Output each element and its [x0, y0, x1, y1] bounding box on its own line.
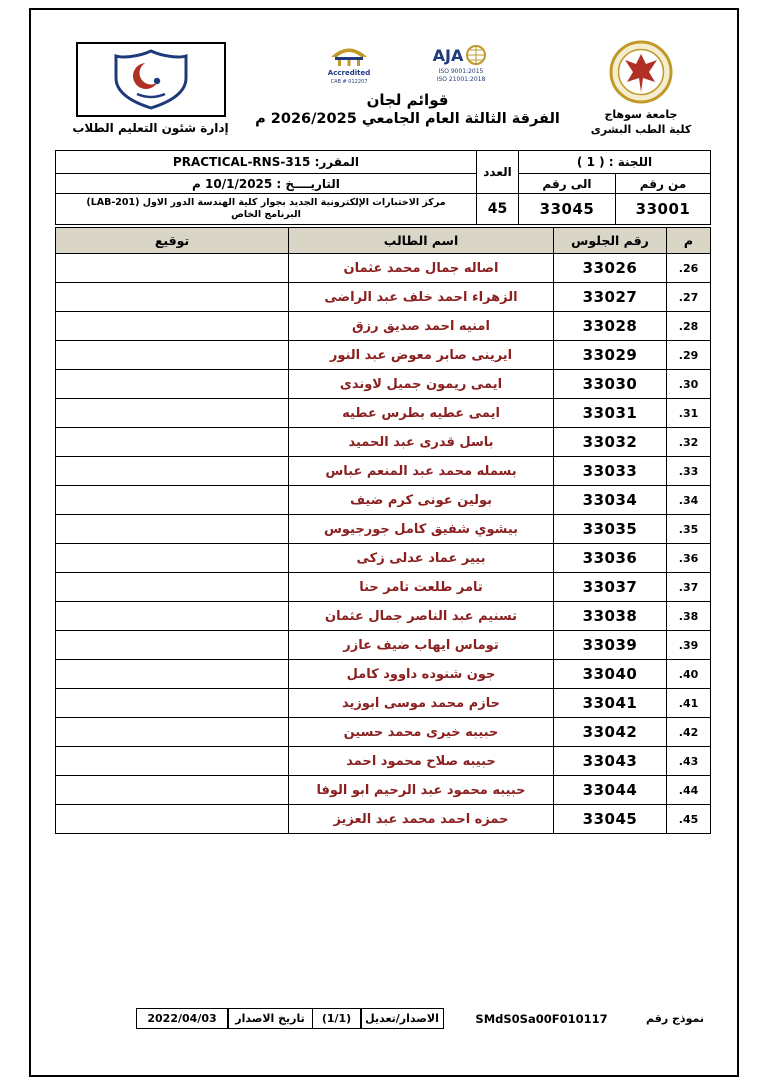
university-logo-icon — [609, 40, 673, 104]
peac-accreditation-icon — [322, 42, 376, 86]
table-row — [56, 312, 711, 341]
signature-cell — [56, 399, 289, 428]
table-row — [56, 399, 711, 428]
table-row — [56, 283, 711, 312]
student-name: بولين عونى كرم ضيف — [289, 486, 554, 515]
seat-number: 33042 — [554, 718, 667, 747]
seat-number: 33043 — [554, 747, 667, 776]
row-serial: 34. — [667, 486, 711, 515]
to-number-value: 33045 — [518, 194, 615, 225]
student-name: ايرينى صابر معوض عبد النور — [289, 341, 554, 370]
seat-number: 33045 — [554, 805, 667, 834]
to-number-label: الى رقم — [518, 174, 615, 194]
signature-cell — [56, 312, 289, 341]
table-row — [56, 428, 711, 457]
seat-number: 33039 — [554, 631, 667, 660]
row-serial: 27. — [667, 283, 711, 312]
student-name: توماس ايهاب ضيف عازر — [289, 631, 554, 660]
seat-number: 33035 — [554, 515, 667, 544]
signature-cell — [56, 254, 289, 283]
row-serial: 37. — [667, 573, 711, 602]
signature-cell — [56, 631, 289, 660]
from-number-label: من رقم — [616, 174, 711, 194]
title-block — [253, 40, 562, 127]
page-header — [48, 40, 720, 138]
committee-info-table — [55, 150, 711, 225]
department-logo-box — [76, 42, 226, 117]
page-footer — [56, 1008, 711, 1029]
row-serial: 36. — [667, 544, 711, 573]
student-name: باسل قدرى عبد الحميد — [289, 428, 554, 457]
table-row — [56, 254, 711, 283]
signature-cell — [56, 660, 289, 689]
signature-cell — [56, 602, 289, 631]
count-value: 45 — [476, 194, 518, 225]
seat-number: 33034 — [554, 486, 667, 515]
svg-text:ISO 21001:2018: ISO 21001:2018 — [436, 76, 485, 83]
svg-text:ISO 9001:2015: ISO 9001:2015 — [438, 68, 483, 75]
student-name: حبيبه صلاح محمود احمد — [289, 747, 554, 776]
row-serial: 39. — [667, 631, 711, 660]
student-name: تسنيم عبد الناصر جمال عثمان — [289, 602, 554, 631]
exam-location-line2: البرنامج الخاص — [231, 209, 301, 220]
form-number-value: SMdS0Sa00F010117 — [475, 1011, 608, 1026]
table-row — [56, 457, 711, 486]
table-row — [56, 718, 711, 747]
seat-number: 33028 — [554, 312, 667, 341]
university-block — [562, 40, 720, 138]
row-serial: 28. — [667, 312, 711, 341]
department-block — [48, 40, 253, 135]
seat-number: 33026 — [554, 254, 667, 283]
seat-number: 33031 — [554, 399, 667, 428]
svg-text:AJA: AJA — [432, 46, 463, 65]
signature-cell — [56, 573, 289, 602]
exam-location — [55, 194, 476, 225]
from-number-value: 33001 — [616, 194, 711, 225]
committee-label: اللجنة : ( 1 ) — [518, 151, 710, 174]
row-serial: 31. — [667, 399, 711, 428]
student-name: بسمله محمد عبد المنعم عباس — [289, 457, 554, 486]
seat-number: 33036 — [554, 544, 667, 573]
seat-number: 33041 — [554, 689, 667, 718]
student-name: جون شنوده داوود كامل — [289, 660, 554, 689]
row-serial: 41. — [667, 689, 711, 718]
header-student-name: اسم الطالب — [289, 228, 554, 254]
table-row — [56, 486, 711, 515]
signature-cell — [56, 747, 289, 776]
student-name: حازم محمد موسى ابوزيد — [289, 689, 554, 718]
faculty-name: كلية الطب البشرى — [590, 122, 692, 136]
document-title: قوائم لجان — [366, 91, 449, 109]
row-serial: 26. — [667, 254, 711, 283]
table-row — [56, 805, 711, 834]
seat-number: 33029 — [554, 341, 667, 370]
signature-cell — [56, 486, 289, 515]
seat-number: 33040 — [554, 660, 667, 689]
svg-text:CAB # 012207: CAB # 012207 — [330, 79, 367, 85]
table-row — [56, 544, 711, 573]
svg-text:Accredited: Accredited — [327, 69, 370, 77]
signature-cell — [56, 776, 289, 805]
seat-number: 33027 — [554, 283, 667, 312]
university-name: جامعة سوهاج — [604, 108, 678, 121]
student-name: اصاله جمال محمد عثمان — [289, 254, 554, 283]
student-table-body — [56, 254, 711, 834]
row-serial: 35. — [667, 515, 711, 544]
aja-accreditation-icon — [428, 42, 494, 86]
table-row — [56, 660, 711, 689]
seat-number: 33033 — [554, 457, 667, 486]
table-row — [56, 631, 711, 660]
signature-cell — [56, 283, 289, 312]
student-name: حمزه احمد محمد عبد العزيز — [289, 805, 554, 834]
seat-number: 33037 — [554, 573, 667, 602]
row-serial: 42. — [667, 718, 711, 747]
signature-cell — [56, 341, 289, 370]
accreditation-logos — [253, 42, 562, 88]
header-serial: م — [667, 228, 711, 254]
row-serial: 30. — [667, 370, 711, 399]
seat-number: 33030 — [554, 370, 667, 399]
student-name: ايمى ريمون جميل لاوندى — [289, 370, 554, 399]
revision-value: (1/1) — [312, 1008, 362, 1029]
student-name: الزهراء احمد خلف عبد الراضى — [289, 283, 554, 312]
student-name: حبيبه خيرى محمد حسين — [289, 718, 554, 747]
form-number-label: نموذج رقم — [646, 1012, 704, 1025]
table-row — [56, 747, 711, 776]
signature-cell — [56, 515, 289, 544]
table-row — [56, 573, 711, 602]
header-signature: توقيع — [56, 228, 289, 254]
department-name: إدارة شئون التعليم الطلاب — [72, 121, 229, 135]
row-serial: 38. — [667, 602, 711, 631]
signature-cell — [56, 370, 289, 399]
document-subtitle: الفرقة الثالثة العام الجامعي 2026/2025 م — [255, 111, 560, 127]
student-name: بيير عماد عدلى زكى — [289, 544, 554, 573]
issue-date-value: 2022/04/03 — [136, 1008, 229, 1029]
seat-number: 33044 — [554, 776, 667, 805]
exam-date: التاريــــخ : 10/1/2025 م — [55, 174, 476, 194]
signature-cell — [56, 805, 289, 834]
students-table — [55, 227, 711, 834]
signature-cell — [56, 428, 289, 457]
signature-cell — [56, 718, 289, 747]
student-name: امنيه احمد صديق رزق — [289, 312, 554, 341]
row-serial: 29. — [667, 341, 711, 370]
signature-cell — [56, 457, 289, 486]
student-name: تامر طلعت تامر حنا — [289, 573, 554, 602]
student-name: حبيبه محمود عبد الرحيم ابو الوفا — [289, 776, 554, 805]
table-row — [56, 515, 711, 544]
issue-date-label: تاريخ الاصدار — [227, 1008, 313, 1029]
signature-cell — [56, 544, 289, 573]
table-row — [56, 689, 711, 718]
row-serial: 33. — [667, 457, 711, 486]
exam-location-line1: مركز الاختبارات الإلكترونية الجديد بجوار كلية الهندسة الدور الاول (LAB-201) — [86, 197, 446, 209]
row-serial: 45. — [667, 805, 711, 834]
row-serial: 40. — [667, 660, 711, 689]
signature-cell — [56, 689, 289, 718]
row-serial: 43. — [667, 747, 711, 776]
seat-number: 33038 — [554, 602, 667, 631]
table-row — [56, 341, 711, 370]
row-serial: 44. — [667, 776, 711, 805]
row-serial: 32. — [667, 428, 711, 457]
course-label: المقرر: PRACTICAL-RNS-315 — [55, 151, 476, 174]
seat-number: 33032 — [554, 428, 667, 457]
students-table-header-row — [56, 228, 711, 254]
table-row — [56, 370, 711, 399]
revision-label: الاصدار/تعديل — [360, 1008, 444, 1029]
student-name: ايمى عطيه بطرس عطيه — [289, 399, 554, 428]
table-row — [56, 776, 711, 805]
student-name: بيشوي شفيق كامل جورجيوس — [289, 515, 554, 544]
count-label: العدد — [476, 151, 518, 194]
header-seat-number: رقم الجلوس — [554, 228, 667, 254]
table-row — [56, 602, 711, 631]
department-shield-icon — [95, 48, 207, 112]
